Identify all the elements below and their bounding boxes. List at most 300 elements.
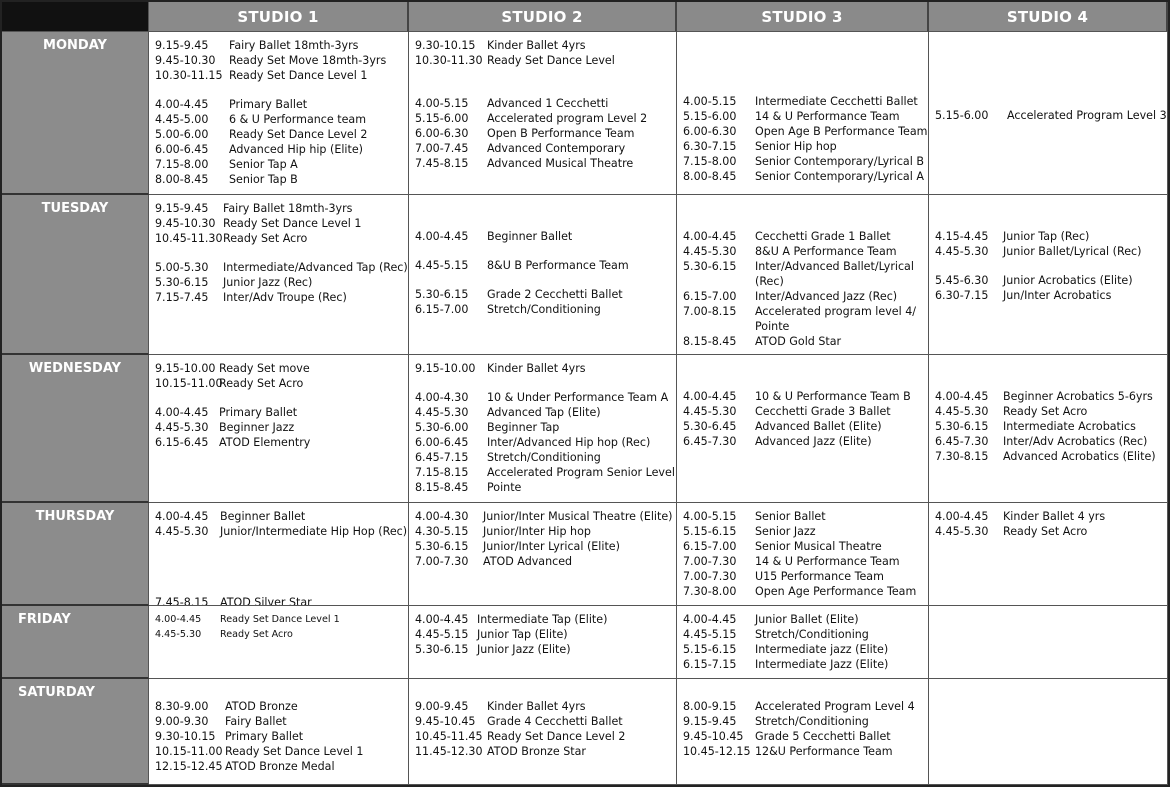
spacer [935, 52, 1167, 66]
class-time: 7.15-8.00 [155, 158, 209, 171]
class-name: Cecchetti Grade 1 Ballet [755, 230, 891, 243]
spacer [935, 375, 1167, 389]
class-entry [935, 108, 1167, 123]
class-name: Pointe [487, 481, 522, 494]
class-time: 4.45-5.30 [683, 405, 737, 418]
class-name: Ready Set Dance Level 2 [229, 128, 368, 141]
class-entry [155, 157, 408, 172]
slot-thursday-studio-3 [677, 503, 928, 599]
day-tuesday [2, 195, 149, 355]
class-name: Junior Tap (Rec) [1003, 230, 1090, 243]
class-entry [155, 97, 408, 112]
slot-tuesday-studio-4 [929, 195, 1167, 303]
spacer [683, 215, 928, 229]
class-time: 4.00-4.45 [683, 613, 737, 626]
studio-3-header: STUDIO 3 [677, 2, 929, 32]
slot-tuesday-studio-3 [677, 195, 928, 349]
class-time: 6.15-7.15 [683, 658, 737, 671]
slot-wednesday-studio-3 [677, 355, 928, 449]
spacer [415, 244, 676, 258]
class-name: ATOD Bronze [225, 700, 298, 713]
class-time: 8.15-8.45 [415, 481, 469, 494]
class-entry [683, 124, 928, 139]
class-time: 4.00-4.45 [683, 390, 737, 403]
class-entry [415, 509, 676, 524]
spacer [935, 66, 1167, 80]
class-entry [155, 216, 408, 231]
class-name: ATOD Advanced [483, 555, 573, 568]
class-entry [155, 612, 408, 627]
class-time: 4.00-4.45 [935, 510, 989, 523]
class-time: 10.45-11.45 [415, 730, 483, 743]
class-time: 7.00-8.15 [683, 305, 737, 318]
class-time: 5.30-6.15 [415, 643, 469, 656]
spacer [155, 685, 408, 699]
spacer [935, 38, 1167, 52]
class-name: Senior Jazz [755, 525, 816, 538]
class-entry [415, 524, 676, 539]
corner-cell [2, 2, 149, 32]
class-entry [683, 229, 928, 244]
class-name: Ready Set Acro [219, 377, 304, 390]
class-name: Intermediate Acrobatics [1003, 420, 1136, 433]
day-label: THURSDAY [35, 509, 115, 524]
class-time: 7.15-7.45 [155, 291, 209, 304]
class-entry [415, 111, 676, 126]
class-time: 7.00-7.30 [415, 555, 469, 568]
slot-saturday-studio-1 [149, 679, 408, 774]
slot-thursday-studio-4 [929, 503, 1167, 539]
class-name: Fairy Ballet 18mth-3yrs [223, 202, 353, 215]
class-name: Open Age B Performance Team [755, 125, 928, 138]
class-time: 5.00-6.00 [155, 128, 209, 141]
class-name: Advanced Acrobatics (Elite) [1003, 450, 1156, 463]
class-entry [683, 274, 928, 289]
slot-saturday-studio-4 [929, 679, 1167, 685]
class-name: Intermediate jazz (Elite) [755, 643, 889, 656]
class-time: 9.00-9.45 [415, 700, 469, 713]
class-time [683, 274, 755, 289]
class-name: Beginner Ballet [487, 230, 573, 243]
class-time [683, 319, 755, 334]
class-name: Ready Set Dance Level 1 [225, 745, 364, 758]
day-label: TUESDAY [41, 201, 109, 216]
class-entry [683, 657, 928, 672]
class-time: 5.30-6.15 [415, 288, 469, 301]
class-name: Accelerated Program Level 4 [755, 700, 915, 713]
class-entry [683, 627, 928, 642]
class-time: 4.00-4.45 [683, 230, 737, 243]
class-name: Senior Contemporary/Lyrical A [755, 170, 924, 183]
class-entry [155, 172, 408, 187]
spacer [415, 685, 676, 699]
class-name: Ready Set Dance Level [487, 54, 615, 67]
class-time: 4.45-5.30 [935, 245, 989, 258]
class-entry [683, 244, 928, 259]
spacer [683, 361, 928, 375]
class-time: 4.00-4.45 [155, 98, 209, 111]
class-name: 14 & U Performance Team [755, 555, 900, 568]
class-name: Kinder Ballet 4yrs [487, 39, 586, 52]
slot-monday-studio-1 [149, 32, 408, 187]
class-entry [935, 273, 1167, 288]
spacer [155, 539, 408, 553]
class-time: 4.00-4.30 [415, 510, 469, 523]
class-time: 10.15-11.00 [155, 377, 223, 390]
slot-wednesday-studio-1 [149, 355, 408, 450]
class-entry [155, 714, 408, 729]
class-time: 8.00-8.45 [683, 170, 737, 183]
slot-monday-studio-3 [677, 32, 928, 184]
spacer [155, 553, 408, 567]
class-name: U15 Performance Team [755, 570, 884, 583]
class-name: Primary Ballet [219, 406, 298, 419]
class-entry [415, 258, 676, 273]
class-name: Senior Hip hop [755, 140, 837, 153]
class-entry [415, 480, 676, 495]
class-entry [415, 465, 676, 480]
class-name: Stretch/Conditioning [755, 715, 869, 728]
class-name: Ready Set Dance Level 1 [229, 69, 368, 82]
class-name: Primary Ballet [225, 730, 304, 743]
class-time: 9.15-10.00 [415, 362, 476, 375]
slot-thursday-studio-2 [409, 503, 676, 569]
class-time: 6.00-6.30 [415, 127, 469, 140]
class-name: Inter/Advanced Ballet/Lyrical [755, 260, 914, 273]
class-name: Advanced Jazz (Elite) [755, 435, 872, 448]
day-label: SATURDAY [18, 685, 95, 700]
class-name: Open B Performance Team [487, 127, 635, 140]
class-time: 5.00-5.30 [155, 261, 209, 274]
class-name: Senior Tap B [229, 173, 298, 186]
class-time: 7.00-7.30 [683, 555, 737, 568]
class-name: Junior Ballet (Elite) [755, 613, 859, 626]
class-name: Beginner Ballet [220, 510, 306, 523]
class-time: 4.00-4.45 [415, 230, 469, 243]
class-name: Accelerated program Level 2 [487, 112, 648, 125]
class-name: Senior Tap A [229, 158, 298, 171]
class-time: 7.00-7.45 [415, 142, 469, 155]
class-entry [935, 404, 1167, 419]
class-name: Ready Set Acro [223, 232, 308, 245]
class-entry [155, 68, 408, 83]
class-name: Advanced Tap (Elite) [487, 406, 601, 419]
class-name: Intermediate Cecchetti Ballet [755, 95, 918, 108]
class-name: ATOD Bronze Medal [225, 760, 335, 773]
class-name: Senior Ballet [755, 510, 826, 523]
class-entry [155, 509, 408, 524]
class-time: 4.15-4.45 [935, 230, 989, 243]
class-entry [683, 94, 928, 109]
class-entry [155, 127, 408, 142]
class-name: Junior/Inter Lyrical (Elite) [483, 540, 620, 553]
class-time: 9.15-9.45 [683, 715, 737, 728]
class-entry [683, 509, 928, 524]
class-time: 6.15-7.00 [683, 290, 737, 303]
class-name: Junior/Inter Musical Theatre (Elite) [483, 510, 673, 523]
class-time: 6.45-7.30 [935, 435, 989, 448]
class-name: Open Age Performance Team [755, 585, 917, 598]
slot-monday-studio-4 [929, 32, 1167, 123]
class-time: 6.15-7.00 [415, 303, 469, 316]
class-entry [683, 109, 928, 124]
class-entry [415, 744, 676, 759]
slot-friday-studio-2 [409, 606, 676, 657]
class-time: 4.30-5.15 [415, 525, 469, 538]
day-label: WEDNESDAY [28, 361, 122, 376]
spacer [683, 80, 928, 94]
class-name: Intermediate Tap (Elite) [477, 613, 608, 626]
class-time: 12.15-12.45 [155, 760, 223, 773]
class-entry [935, 449, 1167, 464]
class-entry [683, 419, 928, 434]
class-name: Grade 4 Cecchetti Ballet [487, 715, 623, 728]
class-name: Advanced Contemporary [487, 142, 626, 155]
class-time: 10.45-12.15 [683, 745, 751, 758]
class-entry [683, 259, 928, 274]
class-name: Advanced Musical Theatre [487, 157, 634, 170]
class-entry [415, 38, 676, 53]
class-name: Senior Contemporary/Lyrical B [755, 155, 924, 168]
class-time: 5.30-6.15 [155, 276, 209, 289]
class-time: 10.30-11.30 [415, 54, 483, 67]
spacer [155, 391, 408, 405]
class-time: 9.30-10.15 [155, 730, 216, 743]
spacer [935, 94, 1167, 108]
class-name: Intermediate Jazz (Elite) [755, 658, 889, 671]
class-time: 5.15-6.00 [415, 112, 469, 125]
class-entry [415, 612, 676, 627]
class-entry [415, 126, 676, 141]
class-name: Stretch/Conditioning [755, 628, 869, 641]
studio-2-header: STUDIO 2 [409, 2, 677, 32]
class-entry [155, 231, 408, 246]
class-time: 6.45-7.15 [415, 451, 469, 464]
class-name: Inter/Advanced Hip hop (Rec) [487, 436, 651, 449]
class-time: 4.45-5.30 [155, 421, 209, 434]
class-entry [935, 524, 1167, 539]
class-entry [415, 302, 676, 317]
spacer [155, 83, 408, 97]
class-time: 4.45-5.30 [155, 525, 209, 538]
slot-wednesday-studio-2 [409, 355, 676, 495]
class-time: 9.45-10.30 [155, 217, 216, 230]
class-name: Beginner Tap [487, 421, 560, 434]
class-time: 9.30-10.15 [415, 39, 476, 52]
class-entry [155, 260, 408, 275]
class-time: 5.15-6.15 [683, 643, 737, 656]
class-time: 5.30-6.15 [415, 540, 469, 553]
class-entry [935, 288, 1167, 303]
class-entry [683, 169, 928, 184]
class-name: Ready Set Dance Level 1 [223, 217, 362, 230]
class-entry [415, 156, 676, 171]
spacer [683, 201, 928, 215]
class-entry [415, 405, 676, 420]
slot-tuesday-studio-2 [409, 195, 676, 317]
slot-saturday-studio-2 [409, 679, 676, 759]
class-name: 14 & U Performance Team [755, 110, 900, 123]
class-time: 5.30-6.15 [935, 420, 989, 433]
slot-friday-studio-4 [929, 606, 1167, 612]
class-entry [415, 729, 676, 744]
class-name: Fairy Ballet 18mth-3yrs [229, 39, 359, 52]
class-time: 4.00-5.15 [415, 97, 469, 110]
class-name: Ready Set Acro [220, 629, 293, 640]
class-time: 10.15-11.00 [155, 745, 223, 758]
class-entry [415, 435, 676, 450]
class-time: 4.45-5.30 [683, 245, 737, 258]
class-entry [155, 699, 408, 714]
spacer [935, 361, 1167, 375]
class-entry [415, 539, 676, 554]
class-entry [683, 642, 928, 657]
day-saturday [2, 679, 149, 785]
class-entry [415, 699, 676, 714]
class-entry [935, 509, 1167, 524]
class-name: Stretch/Conditioning [487, 451, 601, 464]
class-time: 9.00-9.30 [155, 715, 209, 728]
class-time: 8.30-9.00 [155, 700, 209, 713]
class-name: Accelerated Program Level 3 [1007, 109, 1167, 122]
class-name: Primary Ballet [229, 98, 308, 111]
class-name: Inter/Adv Troupe (Rec) [223, 291, 347, 304]
spacer [935, 80, 1167, 94]
class-time: 5.30-6.00 [415, 421, 469, 434]
class-name: 6 & U Performance team [229, 113, 367, 126]
class-time: 5.45-6.30 [935, 274, 989, 287]
class-entry [415, 390, 676, 405]
class-time: 5.30-6.15 [683, 260, 737, 273]
class-entry [415, 141, 676, 156]
class-name: ATOD Gold Star [755, 335, 842, 348]
class-entry [683, 319, 928, 334]
class-time: 4.45-5.15 [683, 628, 737, 641]
class-name: Ready Set Acro [1003, 405, 1088, 418]
spacer [683, 66, 928, 80]
class-time: 4.00-5.15 [683, 95, 737, 108]
class-name: ATOD Elementry [219, 436, 311, 449]
class-entry [683, 389, 928, 404]
spacer [155, 567, 408, 581]
spacer [935, 201, 1167, 215]
slot-saturday-studio-3 [677, 679, 928, 759]
class-name: Beginner Jazz [219, 421, 295, 434]
class-entry [683, 699, 928, 714]
class-time: 4.00-4.45 [155, 614, 202, 625]
class-entry [683, 539, 928, 554]
spacer [683, 685, 928, 699]
class-time: 7.45-8.15 [155, 596, 209, 606]
slot-monday-studio-2 [409, 32, 676, 171]
day-wednesday [2, 355, 149, 503]
class-entry [683, 554, 928, 569]
class-time: 6.00-6.45 [155, 143, 209, 156]
slot-friday-studio-1 [149, 606, 408, 642]
class-time: 9.45-10.30 [155, 54, 216, 67]
class-entry [683, 714, 928, 729]
class-entry [935, 244, 1167, 259]
class-entry [415, 287, 676, 302]
class-name: Ready Set Acro [1003, 525, 1088, 538]
class-name: Advanced Hip hip (Elite) [229, 143, 364, 156]
class-entry [155, 290, 408, 305]
class-entry [155, 361, 408, 376]
class-time: 4.45-5.30 [415, 406, 469, 419]
class-time: 4.45-5.30 [155, 629, 202, 640]
class-name: ATOD Silver Star [220, 596, 312, 606]
class-entry [155, 405, 408, 420]
spacer [415, 273, 676, 287]
class-name: Grade 5 Cecchetti Ballet [755, 730, 891, 743]
class-name: Kinder Ballet 4yrs [487, 700, 586, 713]
studio-1-header: STUDIO 1 [149, 2, 409, 32]
class-entry [683, 434, 928, 449]
class-time: 4.00-4.45 [935, 390, 989, 403]
class-name: Junior/Inter Hip hop [483, 525, 591, 538]
class-time: 4.45-5.00 [155, 113, 209, 126]
slot-friday-studio-3 [677, 606, 928, 672]
class-entry [155, 524, 408, 539]
slot-tuesday-studio-1 [149, 195, 408, 305]
class-entry [683, 569, 928, 584]
class-time: 4.45-5.30 [935, 405, 989, 418]
class-time: 8.00-8.45 [155, 173, 209, 186]
class-entry [683, 404, 928, 419]
class-entry [683, 154, 928, 169]
class-entry [415, 627, 676, 642]
day-label: MONDAY [43, 38, 107, 53]
class-entry [683, 729, 928, 744]
class-time: 4.00-5.15 [683, 510, 737, 523]
class-time: 6.00-6.45 [415, 436, 469, 449]
class-time: 4.00-4.45 [155, 406, 209, 419]
class-name: Fairy Ballet [225, 715, 287, 728]
slot-thursday-studio-1 [149, 503, 408, 606]
class-time: 6.30-7.15 [683, 140, 737, 153]
class-time: 5.30-6.45 [683, 420, 737, 433]
class-time: 4.00-4.30 [415, 391, 469, 404]
class-name: Jun/Inter Acrobatics [1003, 289, 1112, 302]
class-time: 11.45-12.30 [415, 745, 483, 758]
class-time: 5.15-6.15 [683, 525, 737, 538]
class-time: 5.15-6.00 [935, 109, 989, 122]
class-time: 6.45-7.30 [683, 435, 737, 448]
spacer [935, 215, 1167, 229]
class-name: Junior/Intermediate Hip Hop (Rec) [220, 525, 408, 538]
class-time: 7.00-7.30 [683, 570, 737, 583]
class-entry [935, 419, 1167, 434]
class-entry [683, 584, 928, 599]
class-entry [935, 229, 1167, 244]
class-time: 8.00-9.15 [683, 700, 737, 713]
class-time: 7.30-8.15 [935, 450, 989, 463]
class-name: 8&U B Performance Team [487, 259, 629, 272]
class-time: 7.30-8.00 [683, 585, 737, 598]
class-entry [683, 744, 928, 759]
spacer [415, 215, 676, 229]
class-entry [155, 112, 408, 127]
class-entry [155, 435, 408, 450]
class-name: 8&U A Performance Team [755, 245, 897, 258]
class-name: Grade 2 Cecchetti Ballet [487, 288, 623, 301]
class-entry [415, 642, 676, 657]
class-time: 4.45-5.15 [415, 259, 469, 272]
spacer [683, 375, 928, 389]
class-time: 9.15-9.45 [155, 39, 209, 52]
class-name: Senior Musical Theatre [755, 540, 882, 553]
class-time: 7.15-8.00 [683, 155, 737, 168]
